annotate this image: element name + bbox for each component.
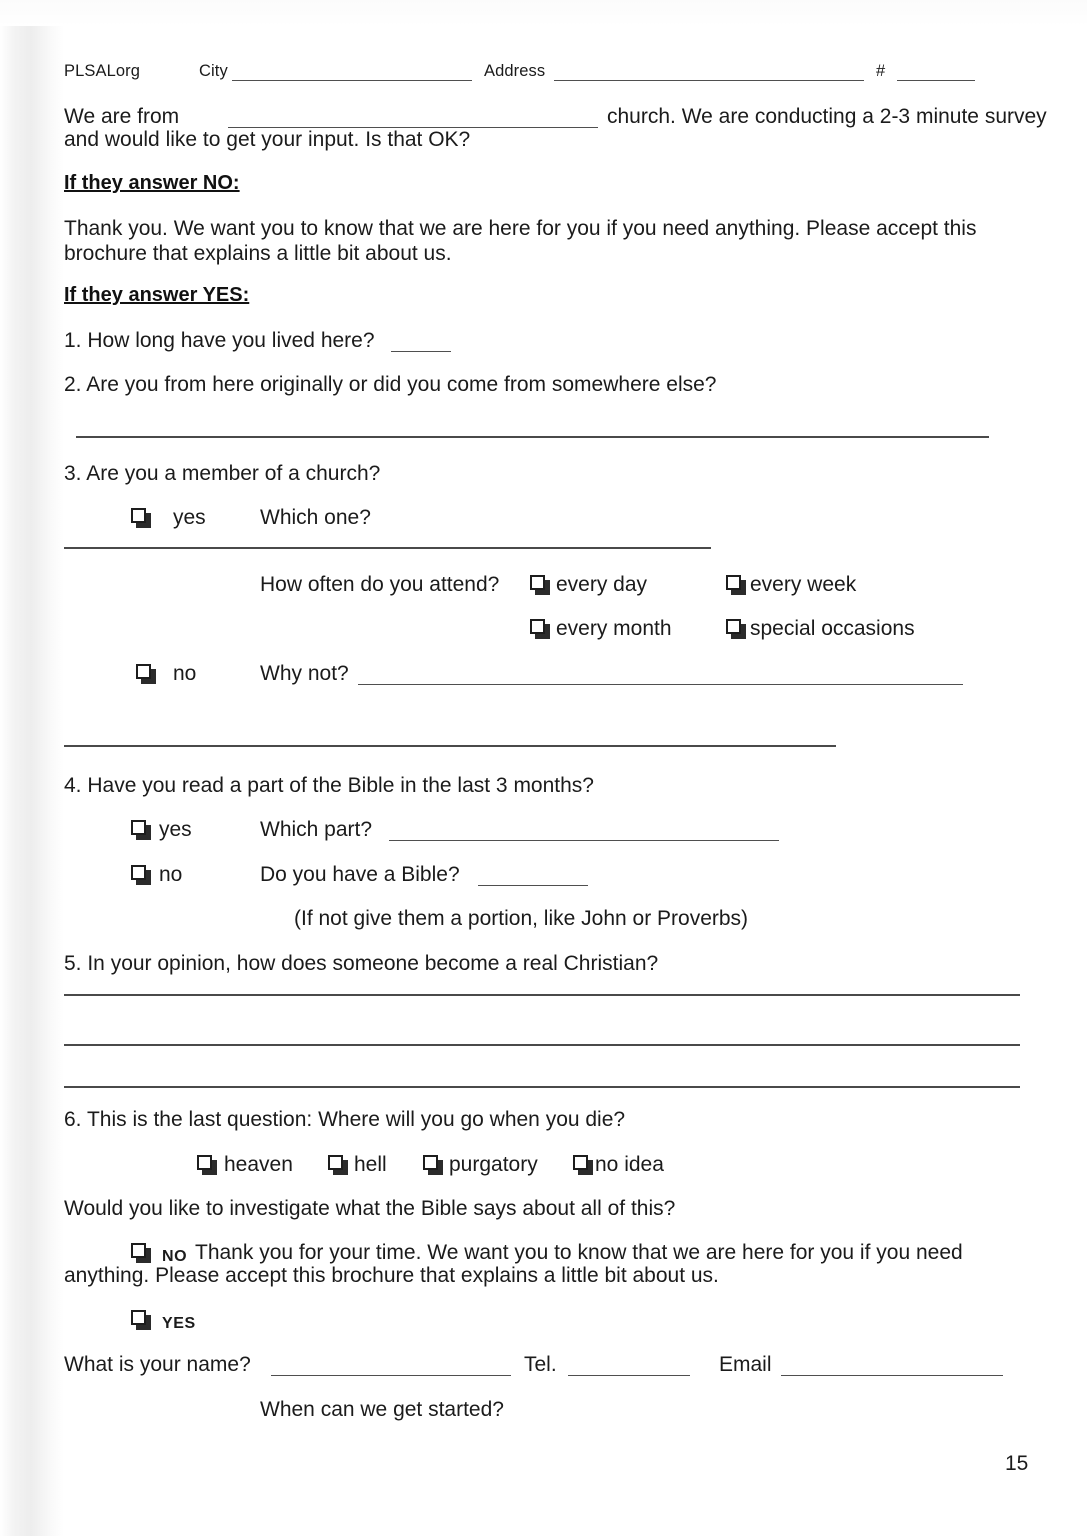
checkbox-icon [328,1155,343,1170]
number-input-blank[interactable] [897,80,975,81]
email-input-blank[interactable] [781,1375,1003,1376]
q4-no-checkbox[interactable] [131,865,150,884]
when-start-label: When can we get started? [260,1398,504,1421]
scan-edge-shadow-left [0,0,64,1536]
q6-no-idea-checkbox[interactable] [573,1155,592,1174]
checkbox-icon [197,1155,212,1170]
closing-no-checkbox[interactable] [131,1243,150,1262]
q6-purgatory-label: purgatory [449,1153,538,1176]
intro-line1-suffix: church. We are conducting a 2-3 minute survey [607,105,1047,128]
closing-no-body-line2: anything. Please accept this brochure that explains a little bit about us. [64,1264,719,1287]
q4-have-bible-label: Do you have a Bible? [260,863,460,886]
org-label: PLSALorg [64,62,141,80]
checkbox-icon [131,820,146,835]
city-label: City [199,62,228,80]
question-1-text: 1. How long have you lived here? [64,329,375,352]
q4-no-label: no [159,863,183,886]
q6-hell-checkbox[interactable] [328,1155,347,1174]
tel-input-blank[interactable] [568,1375,690,1376]
q3-which-one-label: Which one? [260,506,371,529]
q6-heaven-label: heaven [224,1153,293,1176]
q6-heaven-checkbox[interactable] [197,1155,216,1174]
closing-invite-text: Would you like to investigate what the Bible says about all of this? [64,1197,676,1220]
question-5-text: 5. In your opinion, how does someone become a real Christian? [64,952,659,975]
q3-why-not-blank[interactable] [358,684,963,685]
q5-answer-line-2[interactable] [64,1044,1020,1046]
closing-no-label: NO [162,1248,188,1265]
q1-answer-blank[interactable] [391,351,451,352]
page-content [64,0,1047,1536]
checkbox-icon [131,865,146,880]
q6-no-idea-label: no idea [595,1153,664,1176]
number-label: # [876,62,886,80]
q5-answer-line-3[interactable] [64,1086,1020,1088]
closing-yes-label: YES [162,1315,196,1332]
intro-line1-prefix: We are from [64,105,180,128]
checkbox-icon [136,664,151,679]
checkbox-icon [726,619,741,634]
q4-have-bible-blank[interactable] [478,885,588,886]
q4-note: (If not give them a portion, like John or Proverbs) [294,907,749,930]
q2-answer-line[interactable] [76,436,989,438]
q3-why-not-label: Why not? [260,662,349,685]
q3-freq-every-day-checkbox[interactable] [530,575,549,594]
name-label: What is your name? [64,1353,251,1376]
q4-yes-label: yes [159,818,192,841]
checkbox-icon [423,1155,438,1170]
q3-freq-every-day-label: every day [556,573,648,596]
tel-label: Tel. [524,1353,557,1376]
address-label: Address [484,62,546,80]
q3-why-not-continuation-line[interactable] [64,745,836,747]
question-6-text: 6. This is the last question: Where will you go when you die? [64,1108,626,1131]
question-4-text: 4. Have you read a part of the Bible in the last 3 months? [64,774,594,797]
checkbox-icon [131,508,146,523]
q6-hell-label: hell [354,1153,387,1176]
q3-no-label: no [173,662,197,685]
question-2-text: 2. Are you from here originally or did you come from somewhere else? [64,373,717,396]
question-3-text: 3. Are you a member of a church? [64,462,381,485]
closing-no-body-line1: Thank you for your time. We want you to know that we are here for you if you need [195,1241,963,1264]
checkbox-icon [726,575,741,590]
q3-freq-every-week-label: every week [750,573,857,596]
closing-yes-checkbox[interactable] [131,1310,150,1329]
q3-yes-label: yes [173,506,206,529]
q4-which-part-label: Which part? [260,818,373,841]
q4-yes-checkbox[interactable] [131,820,150,839]
q3-freq-every-month-checkbox[interactable] [530,619,549,638]
q4-which-part-blank[interactable] [389,840,779,841]
q3-how-often-label: How often do you attend? [260,573,500,596]
answer-no-body: Thank you. We want you to know that we are here for you if you need anything. Please accept this brochure that explains a little bit about us. [64,217,977,265]
section-heading-no: If they answer NO: [64,172,240,194]
page-number: 15 [1005,1452,1029,1475]
q3-yes-checkbox[interactable] [131,508,150,527]
intro-line2: and would like to get your input. Is that OK? [64,128,471,151]
city-input-blank[interactable] [232,80,472,81]
checkbox-icon [530,619,545,634]
checkbox-icon [131,1243,146,1258]
q5-answer-line-1[interactable] [64,994,1020,996]
q3-freq-every-week-checkbox[interactable] [726,575,745,594]
checkbox-icon [530,575,545,590]
checkbox-icon [131,1310,146,1325]
checkbox-icon [573,1155,588,1170]
name-input-blank[interactable] [271,1375,511,1376]
q3-freq-special-occasions-label: special occasions [750,617,915,640]
email-label: Email [719,1353,772,1376]
q6-purgatory-checkbox[interactable] [423,1155,442,1174]
section-heading-yes: If they answer YES: [64,284,250,306]
address-input-blank[interactable] [554,80,864,81]
q3-which-one-blank[interactable] [64,547,711,549]
q3-freq-every-month-label: every month [556,617,672,640]
q3-freq-special-occasions-checkbox[interactable] [726,619,745,638]
q3-no-checkbox[interactable] [136,664,155,683]
